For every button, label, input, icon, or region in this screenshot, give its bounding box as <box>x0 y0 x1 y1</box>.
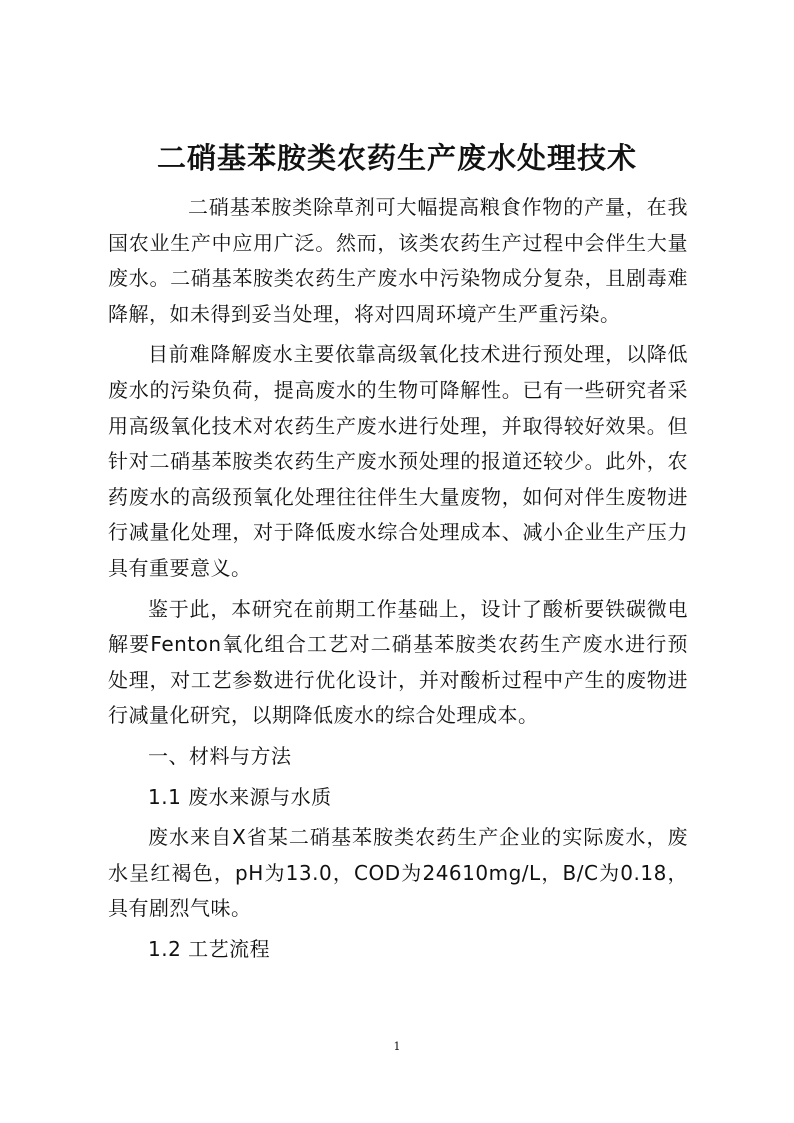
paragraph-water-quality: 废水来自X省某二硝基苯胺类农药生产企业的实际废水，废水呈红褐色，pH为13.0，COD为24610mg/L，B/C为0.18，具有剧烈气味。 <box>108 825 688 921</box>
subsection-heading-water-source: 1.1 废水来源与水质 <box>148 784 332 809</box>
document-title: 二硝基苯胺类农药生产废水处理技术 <box>156 141 637 175</box>
section-heading: 一、材料与方法 <box>148 743 292 768</box>
paragraph-study-design: 鉴于此，本研究在前期工作基础上，设计了酸析要铁碳微电解要Fenton氧化组合工艺对二硝基苯胺类农药生产废水进行预处理，对工艺参数进行优化设计，并对酸析过程中产生的废物进行减量化研究，以期降低废水的综合处理成本。 <box>108 596 688 728</box>
page-number: 1 <box>393 1040 401 1053</box>
subsection-heading-process-flow: 1.2 工艺流程 <box>148 936 271 961</box>
paragraph-advanced-oxidation: 目前难降解废水主要依靠高级氧化技术进行预处理，以降低废水的污染负荷，提高废水的生物可降解性。已有一些研究者采用高级氧化技术对农药生产废水进行处理，并取得较好效果。但针对二硝基苯胺类农药生产废水预处理的报道还较少。此外，农药废水的高级预氧化处理往往伴生大量废物，如何对伴生废物进行减量化处理，对于降低废水综合处理成本、减小企业生产压力具有重要意义。 <box>108 342 688 580</box>
document-body <box>108 190 688 967</box>
paragraph-intro: 二硝基苯胺类除草剂可大幅提高粮食作物的产量，在我国农业生产中应用广泛。然而，该类农药生产过程中会伴生大量废水。二硝基苯胺类农药生产废水中污染物成分复杂，且剧毒难降解，如未得到妥当处理，将对四周环境产生严重污染。 <box>108 195 688 326</box>
